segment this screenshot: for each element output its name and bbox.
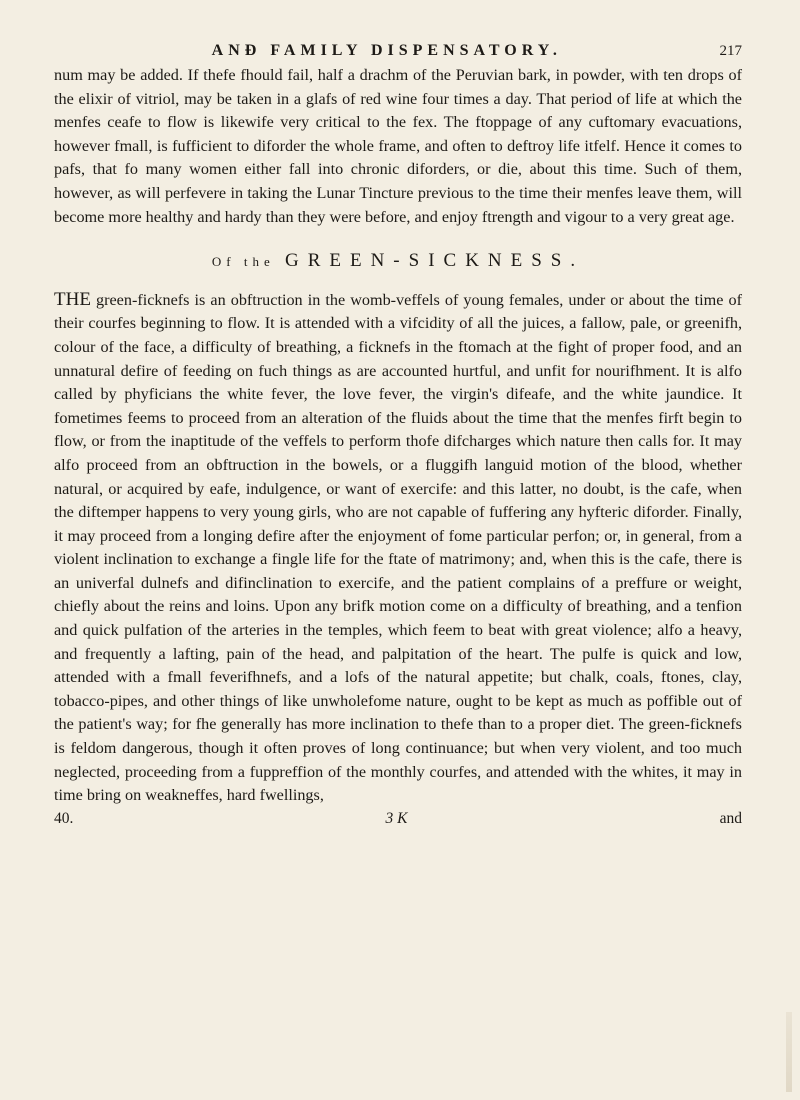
section-heading-prefix: Of the [211,254,275,270]
volume-number: 40. [54,809,74,827]
running-title: ANÐ FAMILY DISPENSATORY. [211,42,562,59]
page-footer [54,810,742,828]
page-number: 217 [719,43,742,59]
paragraph-green-sickness-text: green-ficknefs is an obftruction in the womb-veffels of young females, under or about the time of their courfes beginning to flow. It is attended with a vifcidity of all the juices, a fallow, pale, or greenifh, colour of the face, a difficulty of breathing, a ficknefs in the ftomach at the fight of proper food, and an unnatural defire of feeding on fuch things as are accounted hurtful, and unfit for nourifhment. It is alfo called by phyficians the white fever, the love fever, the virgin's difeafe, and the white jaundice. It fometimes feems to proceed from an alteration of the fluids about the time that the menfes firft begin to flow, or from the inaptitude of the veffels to perform thofe difcharges which nature then calls for. It may alfo proceed from an obftruction in the bowels, or a fluggifh languid motion of the blood, whether natural, or acquired by eafe, indulgence, or want of exercife: and this latter, no doubt, is the cafe, when the diftemper happens to very young girls, who are not capable of fuffering any hyfteric diforder. Finally, it may proceed from a longing defire after the enjoyment of fome particular perfon; or, in general, from a violent inclination to exchange a fingle life for the ftate of matrimony; and, when this is the cafe, there is an univerfal dulnefs and difinclination to exercife, and the patient complains of a preffure or weight, chiefly about the reins and loins. Upon any brifk motion come on a difficulty of breathing, and a tenfion and quick pulfation of the arteries in the temples, which feem to beat with great violence; alfo a heavy, and frequently a lafting, pain of the head, and palpitation of the heart. The pulfe is quick and low, attended with a fmall feverifhnefs, and a lofs of the natural appetite; but chalk, coals, ftones, clay, tobacco-pipes, and other things of like unwholefome nature, ought to be kept as much as poffible out of the patient's way; for fhe generally has more inclination to thefe than to a proper diet. The green-ficknefs is feldom dangerous, though it often proves of long continuance; but when very violent, and too much neglected, proceeding from a fuppreffion of the monthly courfes, and attended with the whites, it may in time bring on weakneffes, hard fwellings, [54,290,742,805]
section-heading [54,249,742,274]
signature-mark: 3 K [385,809,408,827]
paragraph-lead-word: THE [54,288,91,310]
page-edge-stain [786,1012,792,1092]
body-text [54,64,742,808]
running-head [54,42,742,60]
catchword: and [719,809,742,827]
paragraph-menses: num may be added. If thefe fhould fail, half a drachm of the Peruvian bark, in powder, with ten drops of the elixir of vitriol, may be taken in a glafs of red wine four times a day. That period of life at which the menfes ceafe to flow is likewife very critical to the fex. The ftoppage of any cuftomary evacuations, however fmall, is fufficient to diforder the whole frame, and often to deftroy life itfelf. Hence it comes to pafs, that fo many women either fall into chronic diforders, or die, about this time. Such of them, however, as will perfevere in taking the Lunar Tincture previous to the time their menfes leave them, will become more healthy and hardy than they were before, and enjoy ftrength and vigour to a very great age. [54,66,742,226]
paragraph-green-sickness [54,288,742,808]
section-heading-title: GREEN-SICKNESS. [284,250,585,272]
